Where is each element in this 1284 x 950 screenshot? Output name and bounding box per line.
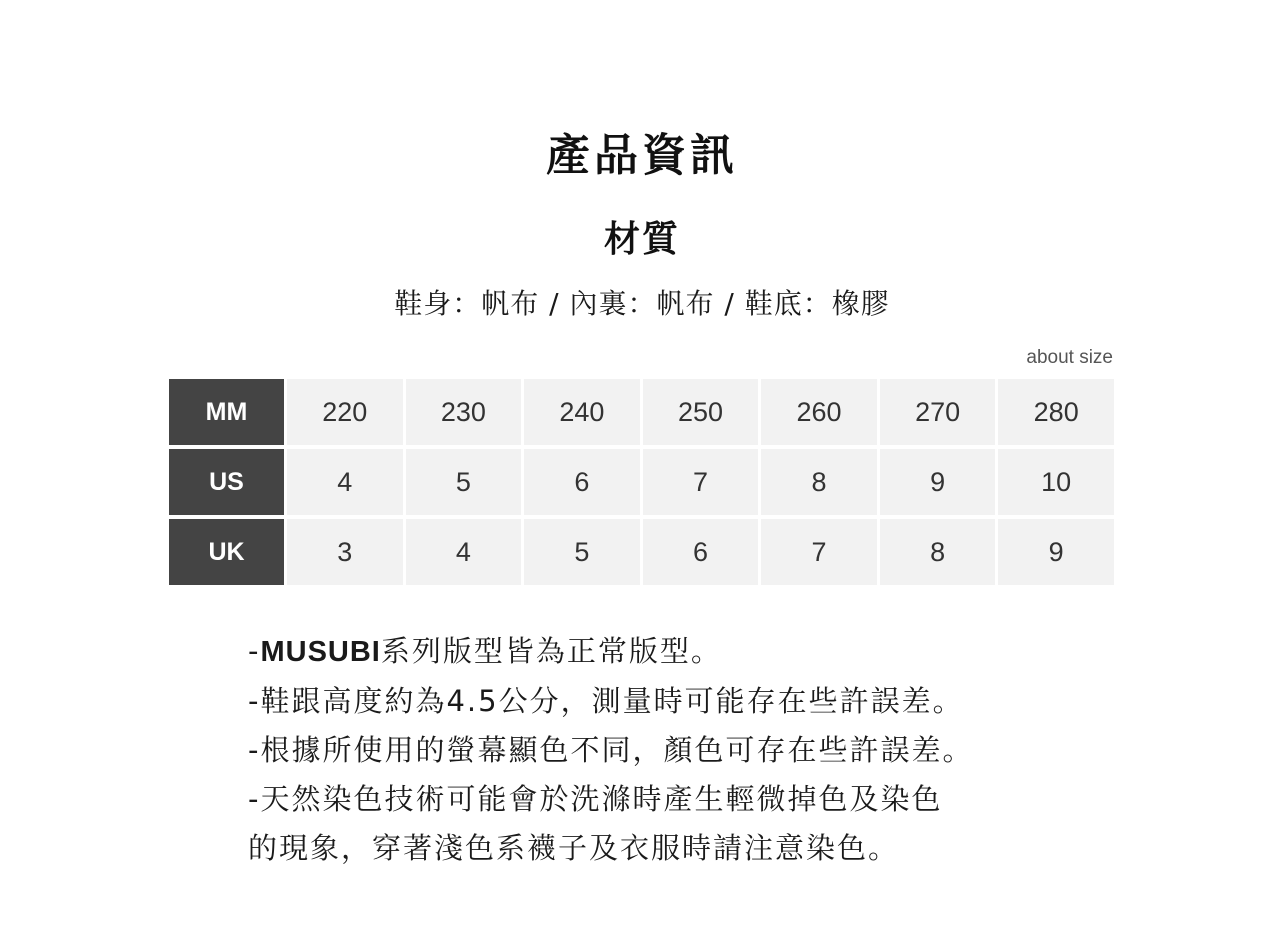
note-dye-warning: -天然染色技術可能會於洗滌時產生輕微掉色及染色 — [248, 782, 943, 816]
note-fit — [248, 627, 1068, 677]
size-cell: 220 — [287, 379, 403, 445]
row-header-us: US — [169, 449, 284, 515]
note-heel-height: -鞋跟高度約為4.5公分，測量時可能存在些許誤差。 — [248, 684, 964, 718]
size-cell: 5 — [406, 449, 522, 515]
note-fit-text: 系列版型皆為正常版型。 — [380, 634, 722, 668]
size-cell: 5 — [524, 519, 640, 585]
page-title: 產品資訊 — [546, 130, 738, 181]
note-screen-color: -根據所使用的螢幕顯色不同，顏色可存在些許誤差。 — [248, 733, 974, 767]
size-cell: 7 — [761, 519, 877, 585]
material-description: 鞋身：帆布 / 內裏：帆布 / 鞋底：橡膠 — [394, 287, 890, 320]
size-cell: 230 — [406, 379, 522, 445]
row-header-mm: MM — [169, 379, 284, 445]
note-dye-warning-cont: 的現象，穿著淺色系襪子及衣服時請注意染色。 — [248, 831, 900, 865]
size-row-mm — [169, 379, 1114, 445]
size-cell: 6 — [524, 449, 640, 515]
size-cell: 240 — [524, 379, 640, 445]
material-heading: 材質 — [603, 219, 680, 260]
size-cell: 4 — [287, 449, 403, 515]
size-cell: 9 — [880, 449, 996, 515]
size-cell: 3 — [287, 519, 403, 585]
brand-name: MUSUBI — [260, 636, 381, 668]
size-cell: 250 — [643, 379, 759, 445]
size-cell: 9 — [998, 519, 1114, 585]
size-cell: 7 — [643, 449, 759, 515]
size-cell: 280 — [998, 379, 1114, 445]
size-cell: 8 — [880, 519, 996, 585]
size-cell: 6 — [643, 519, 759, 585]
size-chart-table — [166, 375, 1117, 589]
note-dash: - — [248, 634, 261, 668]
size-cell: 270 — [880, 379, 996, 445]
size-cell: 8 — [761, 449, 877, 515]
row-header-uk: UK — [169, 519, 284, 585]
size-cell: 4 — [406, 519, 522, 585]
size-cell: 260 — [761, 379, 877, 445]
product-notes — [248, 627, 1068, 873]
size-cell: 10 — [998, 449, 1114, 515]
size-table-note: about size — [1026, 347, 1113, 368]
size-row-uk — [169, 519, 1114, 585]
size-row-us — [169, 449, 1114, 515]
